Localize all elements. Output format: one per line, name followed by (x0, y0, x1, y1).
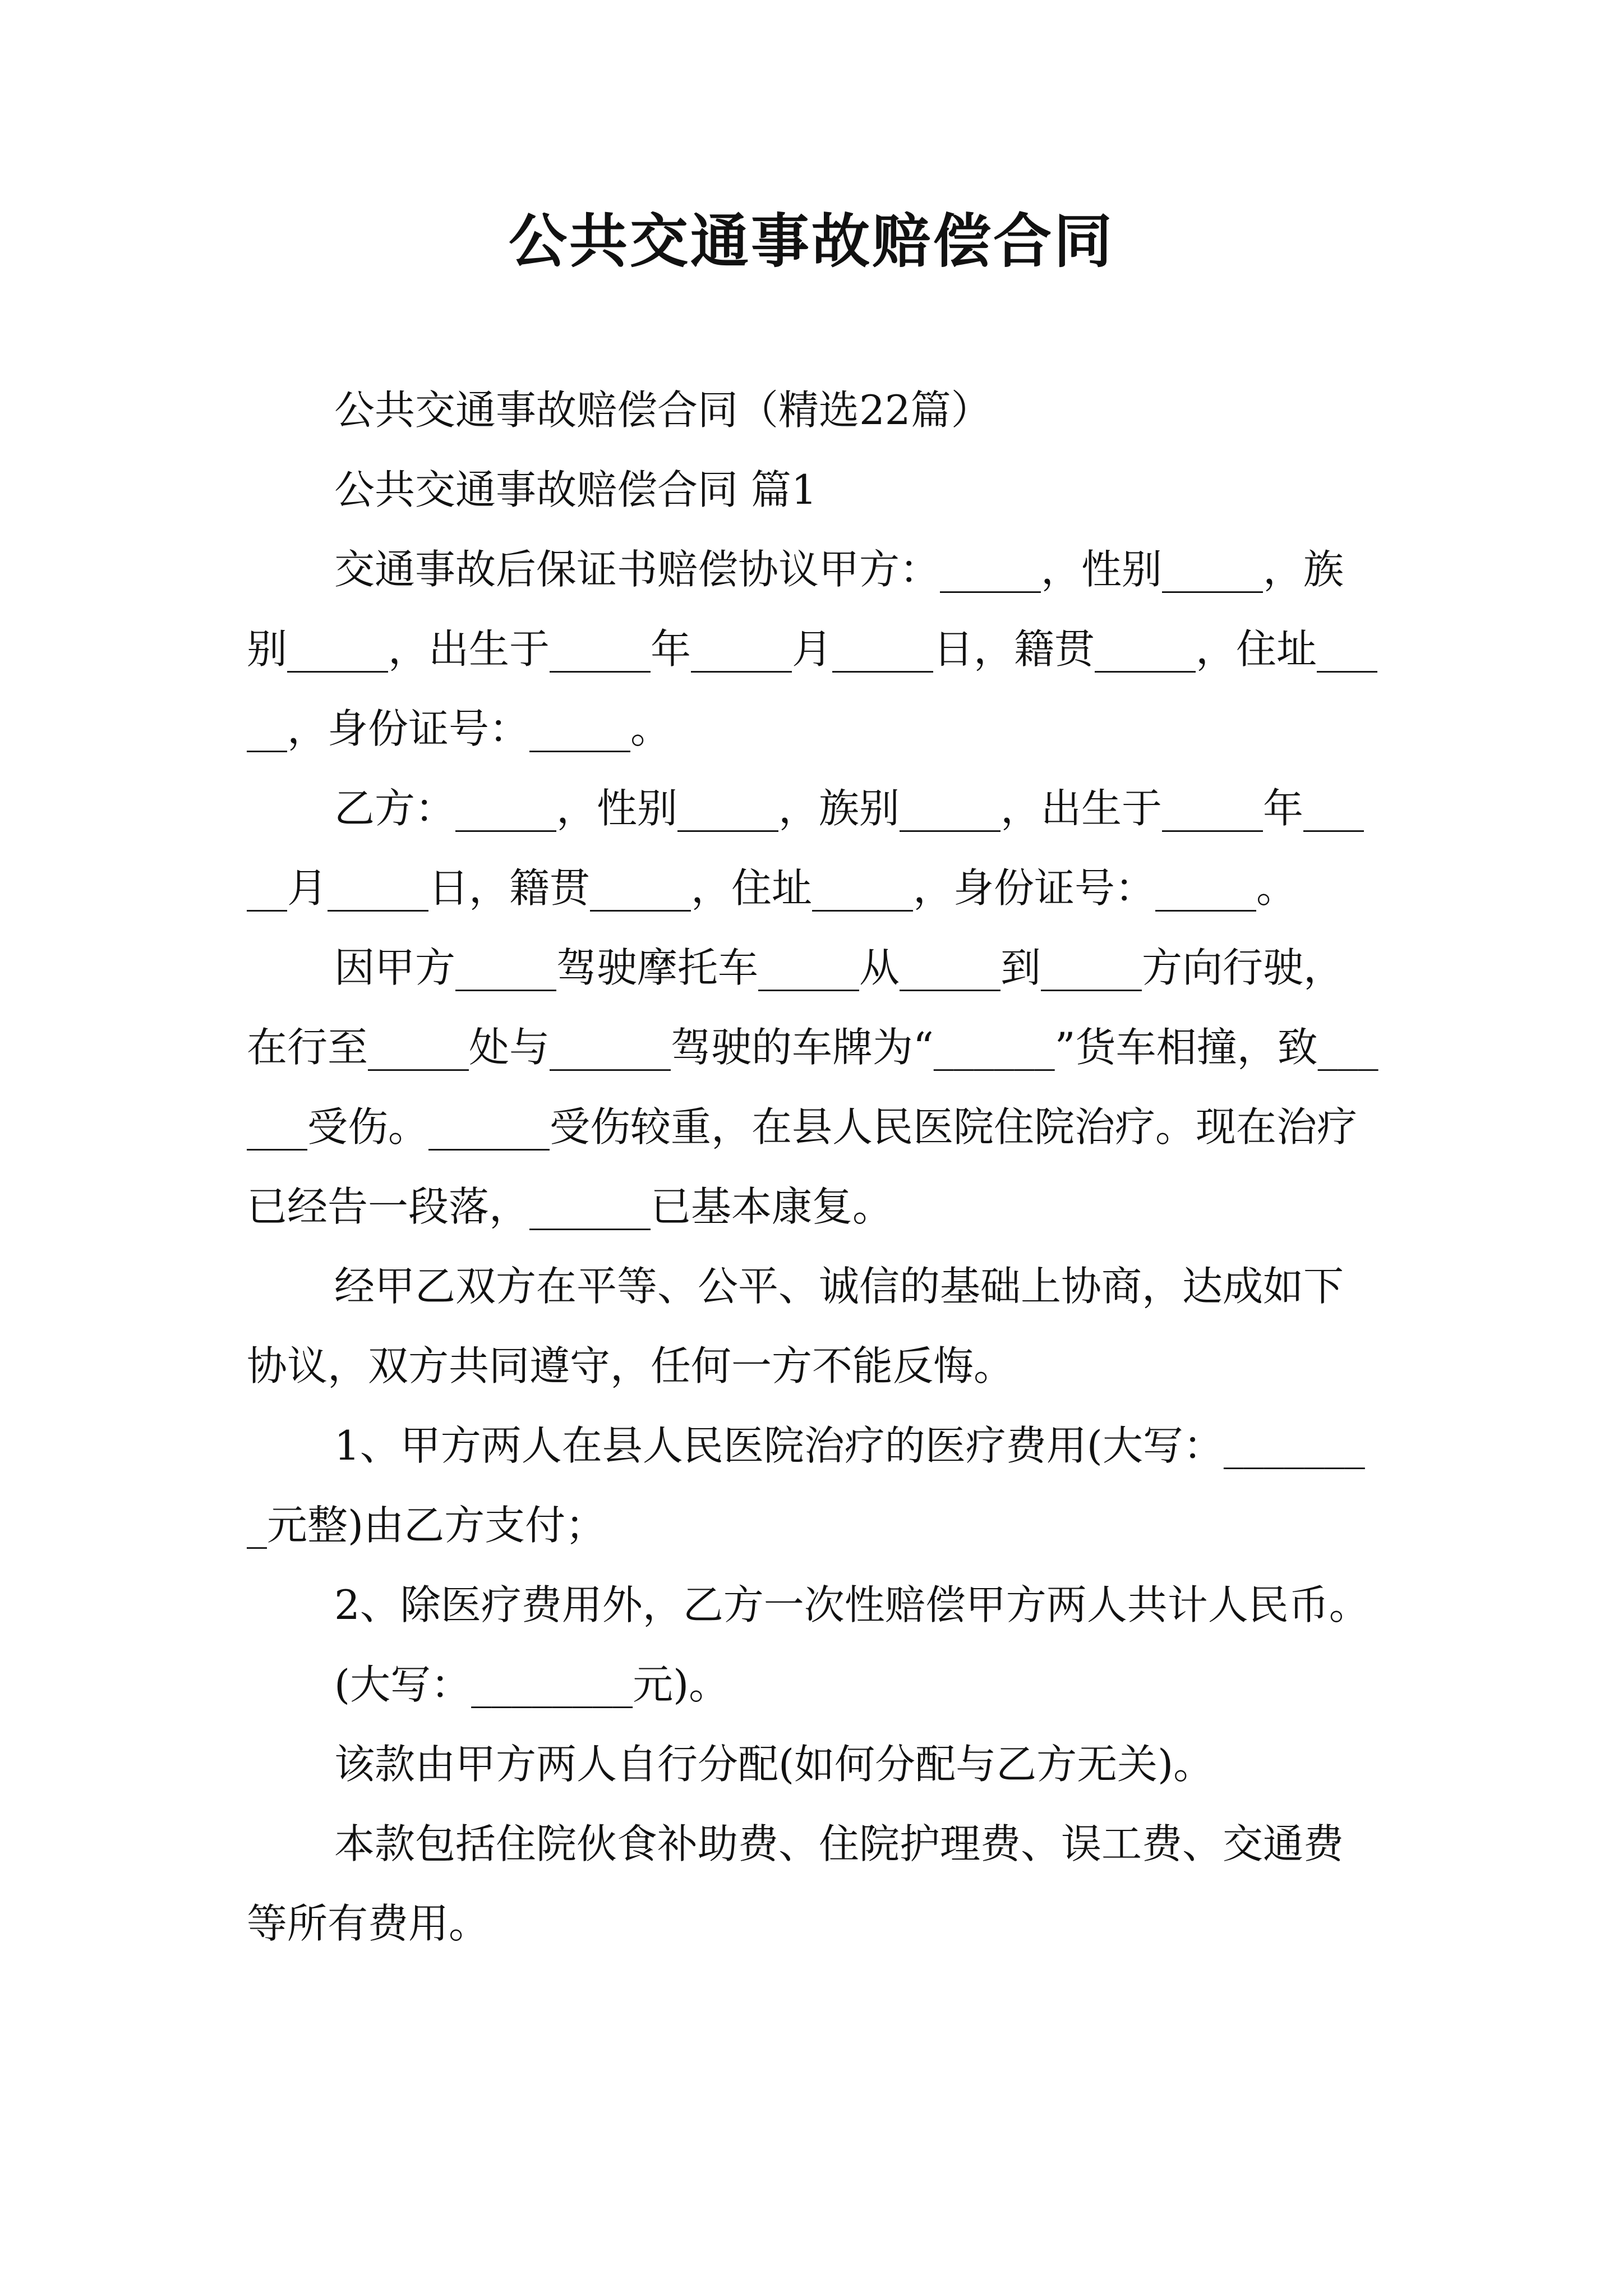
document-title: 公共交通事故赔偿合同 (508, 206, 1114, 275)
distribution-paragraph: 该款由甲方两人自行分配(如何分配与乙方无关)。 (334, 1741, 1214, 1788)
accident-description-paragraph: 因甲方_____驾驶摩托车_____从_____到_____方向行驶，在行至_____处与______驾驶的车牌为“______”货车相撞，致______受伤。______受伤较重，在县人民医院住院治疗。现在治疗已经告一段落，______已基本康复。 (247, 944, 1378, 1230)
coverage-paragraph: 本款包括住院伙食补助费、住院护理费、误工费、交通费等所有费用。 (247, 1820, 1344, 1947)
clause-2-paragraph: 2、除医疗费用外，乙方一次性赔偿甲方两人共计人民币。 (334, 1581, 1370, 1628)
clause-1-paragraph: 1、甲方两人在县人民医院治疗的医疗费用(大写：________元整)由乙方支付； (247, 1422, 1365, 1549)
subtitle-paragraph: 公共交通事故赔偿合同（精选22篇） (334, 386, 992, 434)
agreement-intro-paragraph: 经甲乙双方在平等、公平、诚信的基础上协商，达成如下协议，双方共同遵守，任何一方不能反悔。 (247, 1263, 1344, 1389)
party-b-paragraph: 乙方：_____，性别_____，族别_____，出生于_____年_____月_____日，籍贯_____，住址_____，身份证号：_____。 (247, 785, 1364, 912)
party-a-paragraph: 交通事故后保证书赔偿协议甲方：_____，性别_____，族别_____，出生于_____年_____月_____日，籍贯_____，住址_____，身份证号：_____。 (247, 546, 1378, 752)
document-body (247, 370, 1380, 1963)
amount-in-words-paragraph: (大写：________元)。 (334, 1661, 730, 1708)
section-heading: 公共交通事故赔偿合同 篇1 (334, 466, 817, 513)
